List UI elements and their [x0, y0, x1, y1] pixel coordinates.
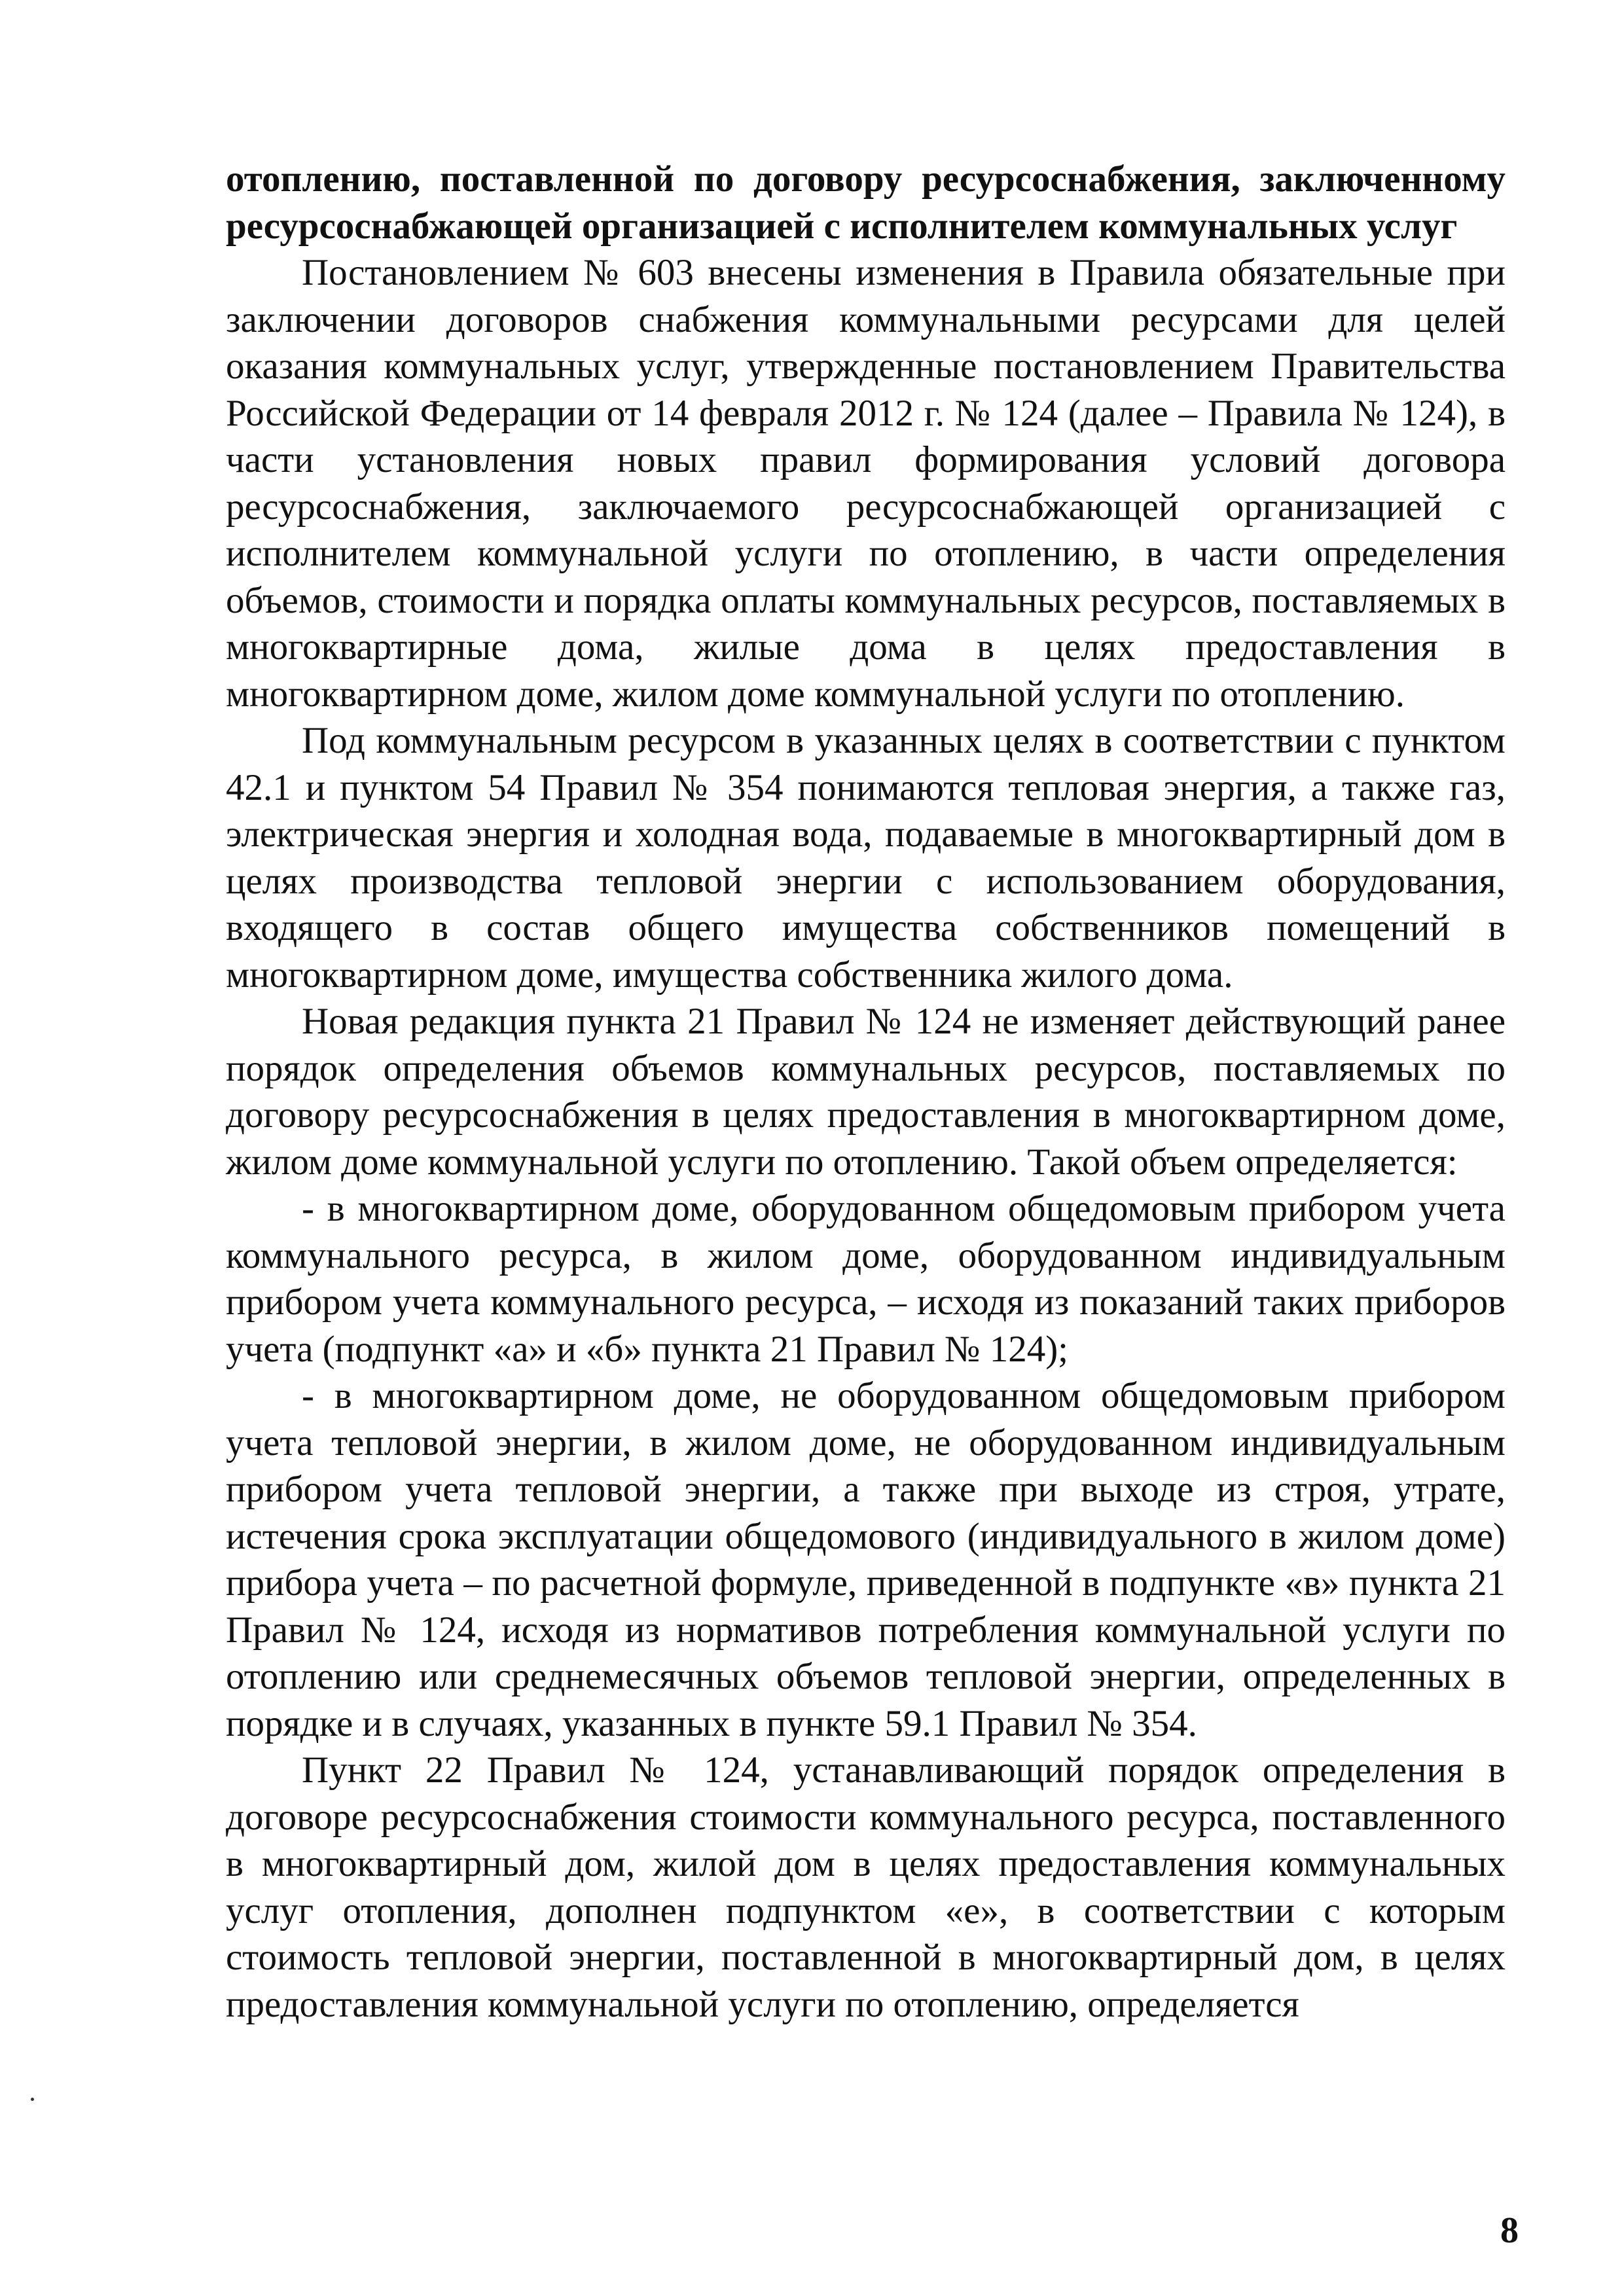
paragraph-communal-resource: Под коммунальным ресурсом в указанных целях в соответствии с пунктом 42.1 и пунктом 54 Правил № 354 понимаются тепловая энергия, а также газ, электрическая энергия и холодная вода, подаваемые в многоквартирный дом в целях производства тепловой энергии с использованием оборудования, входящего в состав общего имущества собственников помещений в многоквартирном доме, имущества собственника жилого дома. — [226, 720, 1506, 996]
paragraph-clause-21: Новая редакция пункта 21 Правил № 124 не изменяет действующий ранее порядок определения объемов коммунальных ресурсов, поставляемых по договору ресурсоснабжения в целях предоставления в многоквартирном доме, жилом доме коммунальной услуги по отоплению. Такой объем определяется: — [226, 1001, 1506, 1183]
section-heading: отоплению, поставленной по договору ресурсоснабжения, заключенному ресурсоснабжающей организацией с исполнителем коммунальных услуг — [226, 158, 1506, 247]
scan-artifact-dot — [31, 2098, 34, 2101]
list-item-metered: - в многоквартирном доме, оборудованном общедомовым прибором учета коммунального ресурса, в жилом доме, оборудованном индивидуальным прибором учета коммунального ресурса, – исходя из показаний таких приборов учета (подпункт «а» и «б» пункта 21 Правил № 124); — [226, 1188, 1506, 1370]
document-body — [226, 156, 1506, 2028]
page-number: 8 — [1500, 2210, 1519, 2251]
paragraph-clause-22: Пункт 22 Правил № 124, устанавливающий порядок определения в договоре ресурсоснабжения стоимости коммунального ресурса, поставленного в многоквартирный дом, жилой дом в целях предоставления коммунальных услуг отопления, дополнен подпунктом «е», в соответствии с которым стоимость тепловой энергии, поставленной в многоквартирный дом, в целях предоставления коммунальной услуги по отоплению, определяется — [226, 1749, 1506, 2025]
paragraph-resolution-603: Постановлением № 603 внесены изменения в Правила обязательные при заключении договоров снабжения коммунальными ресурсами для целей оказания коммунальных услуг, утвержденные постановлением Правительства Российской Федерации от 14 февраля 2012 г. № 124 (далее – Правила № 124), в части установления новых правил формирования условий договора ресурсоснабжения, заключаемого ресурсоснабжающей организацией с исполнителем коммунальной услуги по отоплению, в части определения объемов, стоимости и порядка оплаты коммунальных ресурсов, поставляемых в многоквартирные дома, жилые дома в целях предоставления в многоквартирном доме, жилом доме коммунальной услуги по отоплению. — [226, 252, 1506, 715]
list-item-unmetered: - в многоквартирном доме, не оборудованном общедомовым прибором учета тепловой энергии, в жилом доме, не оборудованном индивидуальным прибором учета тепловой энергии, а также при выходе из строя, утрате, истечения срока эксплуатации общедомового (индивидуального в жилом доме) прибора учета – по расчетной формуле, приведенной в подпункте «в» пункта 21 Правил № 124, исходя из нормативов потребления коммунальной услуги по отоплению или среднемесячных объемов тепловой энергии, определенных в порядке и в случаях, указанных в пункте 59.1 Правил № 354. — [226, 1375, 1506, 1744]
